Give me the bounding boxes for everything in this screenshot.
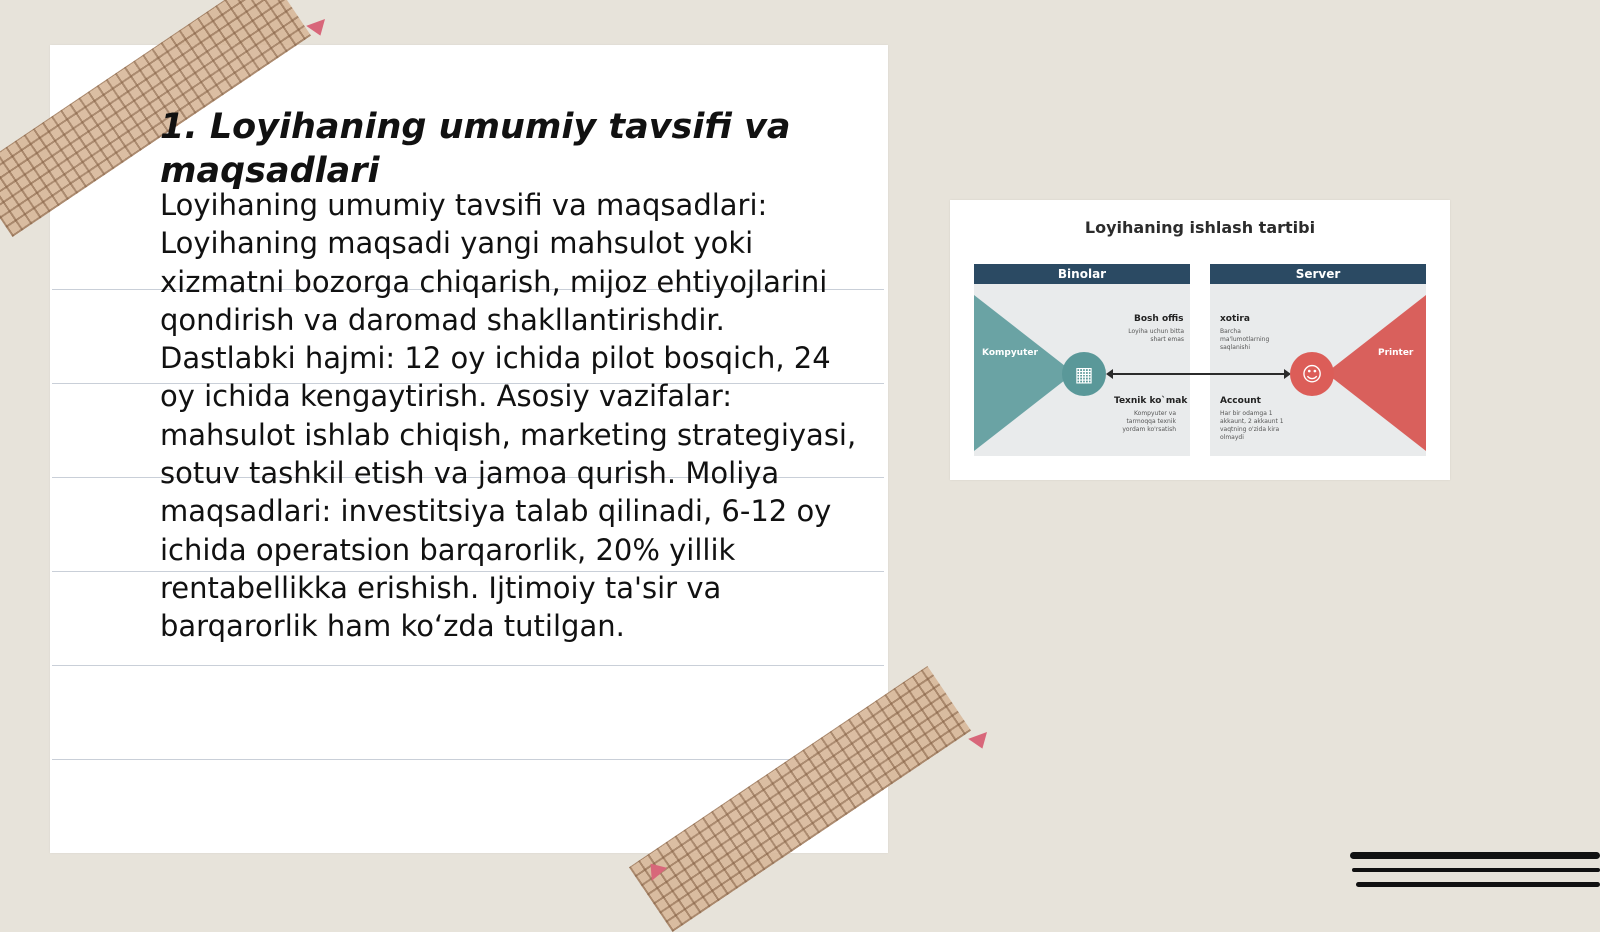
diagram-title: Loyihaning ishlash tartibi (1084, 218, 1316, 237)
left-top-label: Bosh offis (1134, 314, 1184, 324)
left-panel-header: Binolar (974, 264, 1190, 284)
right-bottom-desc: Har bir odamga 1 akkaunt, 2 akkaunt 1 vaqtning o'zida kira olmaydi (1220, 410, 1284, 441)
ruled-line (52, 665, 884, 666)
person-icon: ☺ (1290, 352, 1334, 396)
left-triangle (974, 295, 1074, 451)
brush-stroke (1350, 852, 1600, 859)
right-triangle-label: Printer (1378, 348, 1414, 358)
left-top-desc: Loyiha uchun bitta shart emas (1128, 328, 1184, 343)
left-triangle-label: Kompyuter (982, 348, 1038, 358)
right-bottom-label: Account (1220, 396, 1261, 406)
workflow-diagram-image[interactable] (950, 200, 1450, 480)
right-top-label: xotira (1220, 314, 1250, 324)
building-icon: ▦ (1062, 352, 1106, 396)
slide-title[interactable]: 1. Loyihaning umumiy tavsifi va maqsadlari (160, 107, 791, 191)
slide-body-text[interactable]: Loyihaning umumiy tavsifi va maqsadlari: Loyihaning maqsadi yangi mahsulot yoki xizmatni bozorga chiqarish, mijoz ehtiyojlarini qondirish va daromad shakllantirishdir. Dastlabki hajmi: 12 oy ichida pilot bosqich, 24 oy ichida kengaytirish. Asosiy vazifalar: mahsulot ishlab chiqish, marketing strategiyasi, sotuv tashkil etish va jamoa qurish. Moliya maqsadlari: investitsiya talab qilinadi, 6-12 oy ichida operatsion barqarorlik, 20% yillik rentabellikka erishish. Ijtimoiy ta'sir va barqarorlik ham ko‘zda tutilgan. (160, 188, 857, 644)
right-top-desc: Barcha ma'lumotlarning saqlanishi (1220, 328, 1270, 351)
arrow-left-icon (1106, 369, 1113, 379)
brush-stroke (1352, 868, 1600, 872)
tape-tip (968, 732, 992, 752)
tape-tip (306, 19, 330, 39)
right-panel-header: Server (1210, 264, 1426, 284)
left-bottom-label: Texnik ko`mak (1114, 396, 1188, 406)
connector-line (1110, 373, 1286, 375)
brush-stroke (1356, 882, 1600, 887)
ruled-line (52, 759, 884, 760)
left-bottom-desc: Kompyuter va tarmoqqa texnik yordam ko'rsatish (1122, 410, 1176, 433)
right-triangle (1326, 295, 1426, 451)
